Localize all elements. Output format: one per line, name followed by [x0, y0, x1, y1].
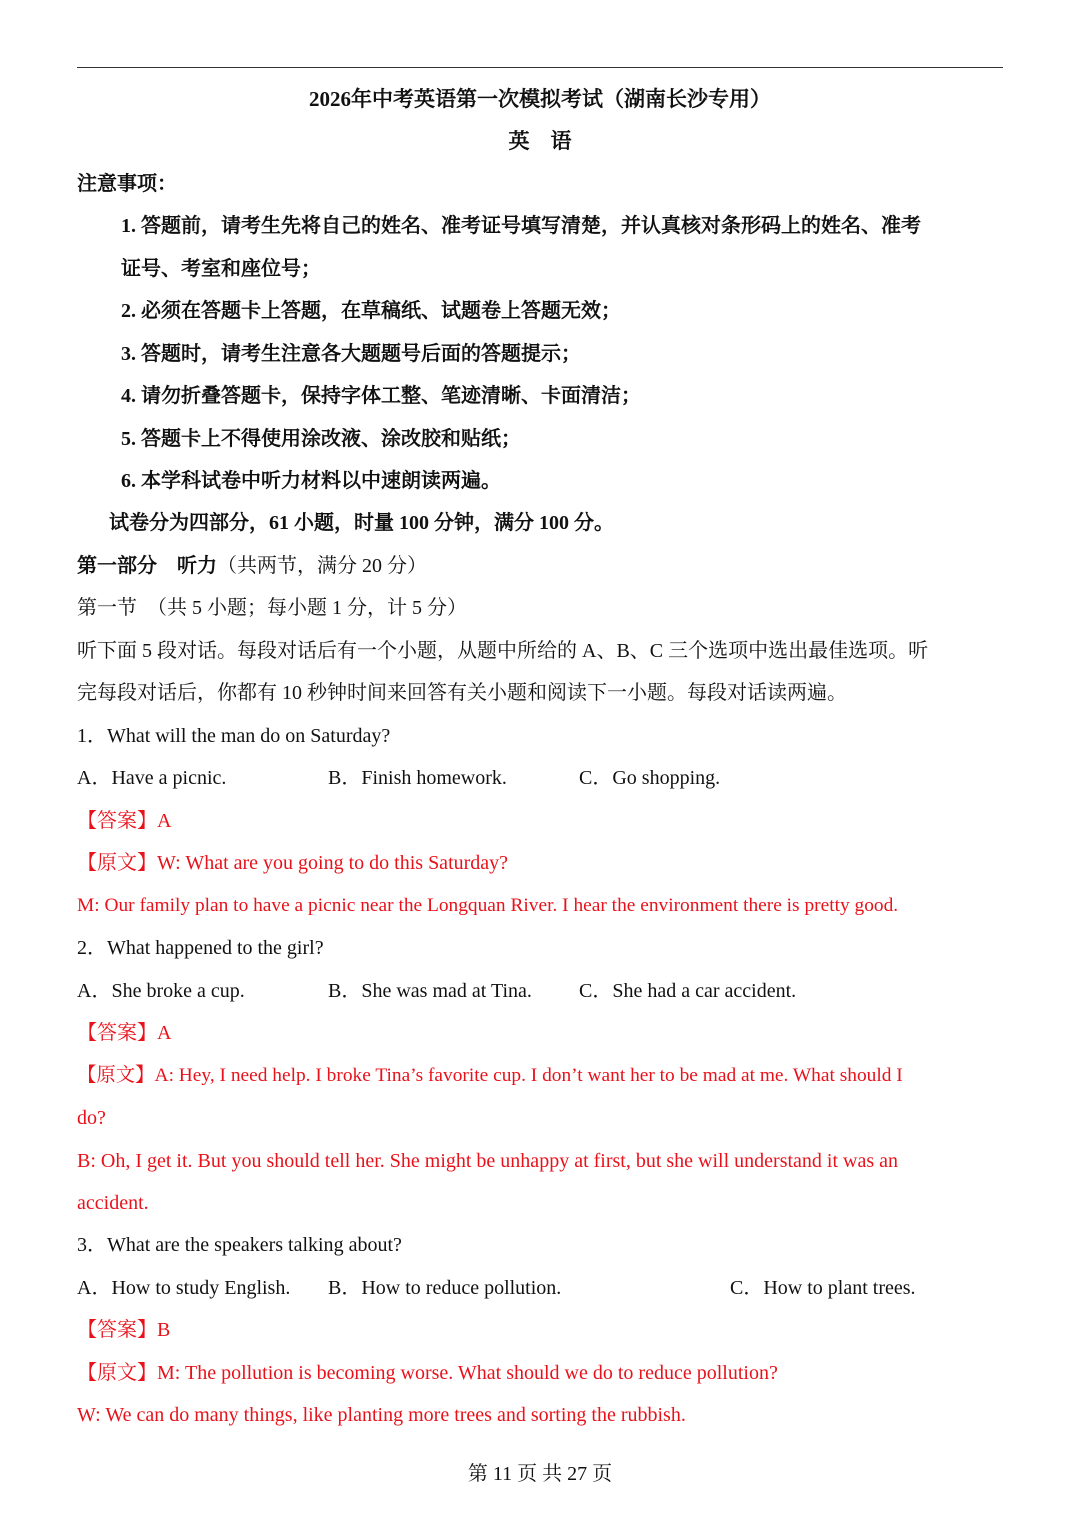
notice-item-6: 6. 本学科试卷中听力材料以中速朗读两遍。 — [121, 470, 501, 492]
notice-item-4: 4. 请勿折叠答题卡，保持字体工整、笔迹清晰、卡面清洁； — [121, 385, 641, 407]
question-1-transcript-line-1: 【原文】W: What are you going to do this Saturday? — [77, 852, 509, 874]
instructions-line-2: 完每段对话后，你都有 10 秒钟时间来回答有关小题和阅读下一小题。每段对话读两遍。 — [77, 682, 847, 704]
question-1-option-c: C．Go shopping. — [579, 767, 721, 789]
page-footer: 第 11 页 共 27 页 — [467, 1463, 613, 1485]
question-1-transcript-line-2: M: Our family plan to have a picnic near the Longquan River. I hear the environment there is pretty good. — [77, 895, 899, 916]
question-2-transcript-line-1: 【原文】A: Hey, I need help. I broke Tina’s favorite cup. I don’t want her to be mad at me. What should I — [77, 1065, 903, 1086]
question-2-option-b: B．She was mad at Tina. — [328, 980, 532, 1002]
notice-item-1: 1. 答题前，请考生先将自己的姓名、准考证号填写清楚，并认真核对条形码上的姓名、准考 — [121, 215, 921, 237]
question-2-transcript-line-4: accident. — [77, 1192, 149, 1214]
notice-item-3: 3. 答题时，请考生注意各大题题号后面的答题提示； — [121, 343, 581, 365]
question-3-option-c: C．How to plant trees. — [730, 1277, 916, 1299]
notice-item-1-cont: 证号、考室和座位号； — [121, 258, 321, 280]
question-2-stem: 2．What happened to the girl? — [77, 937, 324, 959]
notice-item-2: 2. 必须在答题卡上答题，在草稿纸、试题卷上答题无效； — [121, 300, 621, 322]
exam-title: 2026年中考英语第一次模拟考试（湖南长沙专用） — [309, 87, 771, 111]
exam-summary: 试卷分为四部分，61 小题，时量 100 分钟，满分 100 分。 — [109, 512, 614, 534]
header-rule — [77, 67, 1003, 68]
question-3-option-a: A．How to study English. — [77, 1277, 291, 1299]
question-3-stem: 3．What are the speakers talking about? — [77, 1234, 402, 1256]
notice-item-5: 5. 答题卡上不得使用涂改液、涂改胶和贴纸； — [121, 428, 521, 450]
question-2-answer: 【答案】A — [77, 1022, 172, 1044]
question-2-option-a: A．She broke a cup. — [77, 980, 245, 1002]
question-2-transcript-line-2: do? — [77, 1107, 106, 1129]
subject-title: 英 语 — [508, 129, 572, 153]
question-1-option-a: A．Have a picnic. — [77, 767, 227, 789]
section1-heading: 第一节 （共 5 小题；每小题 1 分，计 5 分） — [77, 597, 467, 619]
question-3-transcript-line-1: 【原文】M: The pollution is becoming worse. What should we do to reduce pollution? — [77, 1362, 778, 1384]
question-3-option-b: B．How to reduce pollution. — [328, 1277, 562, 1299]
part1-heading-rest: （共两节，满分 20 分） — [217, 555, 427, 577]
question-1-stem: 1．What will the man do on Saturday? — [77, 725, 391, 747]
question-1-option-b: B．Finish homework. — [328, 767, 507, 789]
notice-heading: 注意事项： — [77, 173, 177, 195]
question-1-answer: 【答案】A — [77, 810, 172, 832]
part1-heading-bold: 第一部分 听力 — [77, 555, 217, 577]
question-2-option-c: C．She had a car accident. — [579, 980, 797, 1002]
question-3-transcript-line-2: W: We can do many things, like planting more trees and sorting the rubbish. — [77, 1404, 686, 1426]
question-3-answer: 【答案】B — [77, 1319, 171, 1341]
question-2-transcript-line-3: B: Oh, I get it. But you should tell her. She might be unhappy at first, but she will understand it was an — [77, 1150, 899, 1172]
part1-heading — [77, 553, 427, 579]
instructions-line-1: 听下面 5 段对话。每段对话后有一个小题，从题中所给的 A、B、C 三个选项中选出最佳选项。听 — [77, 640, 929, 662]
